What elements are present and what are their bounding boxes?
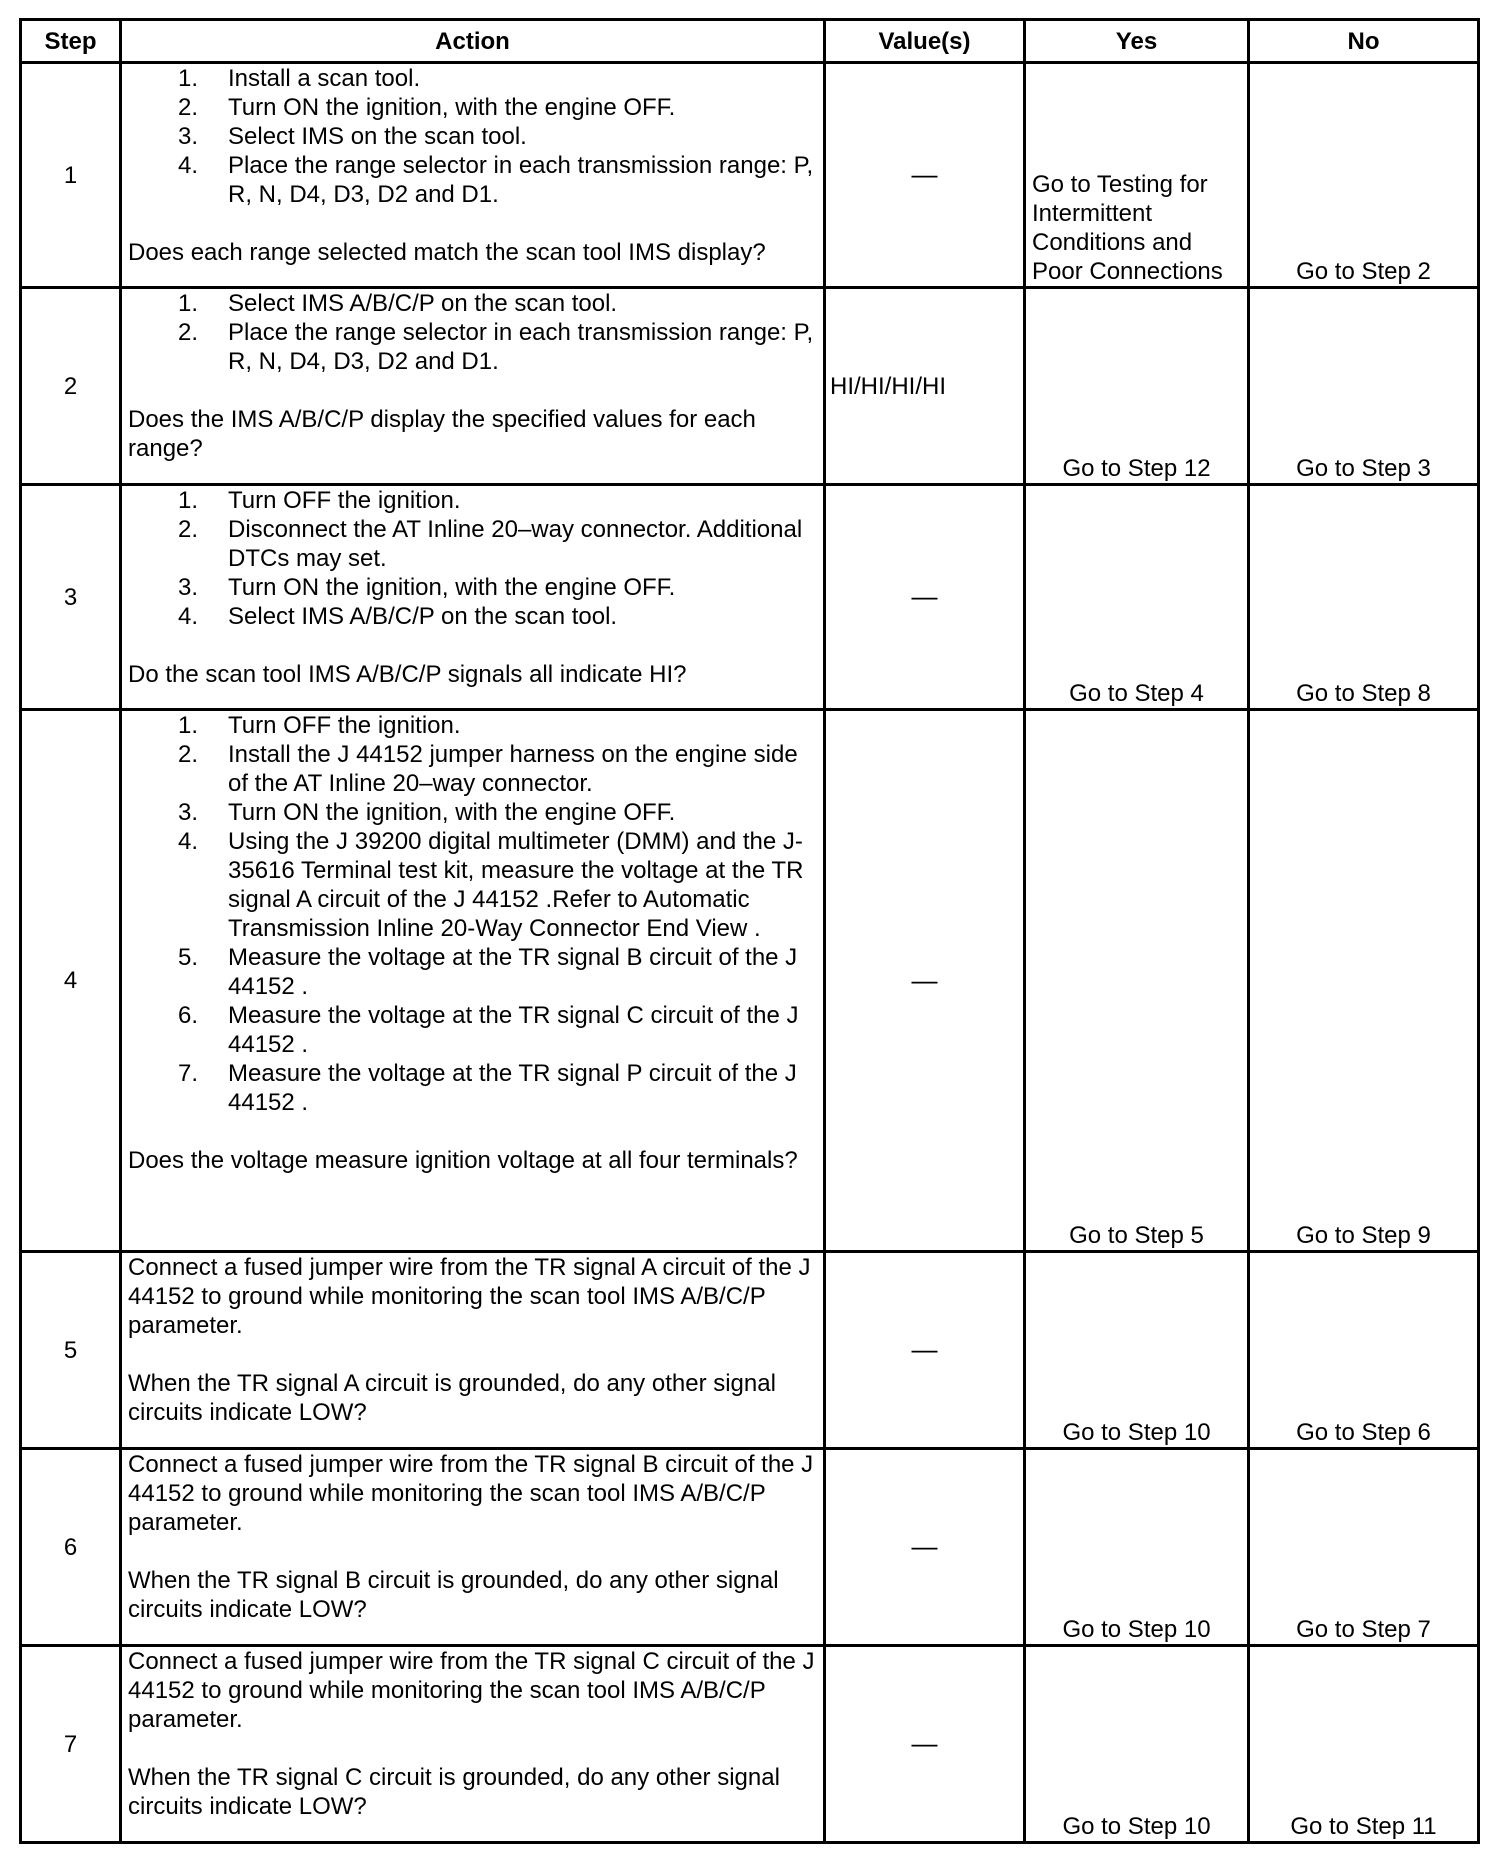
table-row — [21, 1252, 1479, 1449]
yes-cell: Go to Step 10 — [1025, 1449, 1249, 1646]
yes-cell: Go to Step 12 — [1025, 288, 1249, 485]
no-cell: Go to Step 3 — [1249, 288, 1479, 485]
no-cell: Go to Step 8 — [1249, 485, 1479, 710]
list-item: 3. Select IMS on the scan tool. — [178, 123, 527, 150]
list-item: 7. Measure the voltage at the TR signal P circuit of the J 44152 . — [178, 1060, 797, 1116]
header-no: No — [1249, 20, 1479, 63]
step-number: 2 — [21, 288, 121, 485]
action-cell — [121, 1449, 825, 1646]
step-number: 1 — [21, 63, 121, 288]
question-text: Does the voltage measure ignition voltage at all four terminals? — [128, 1147, 798, 1174]
no-cell: Go to Step 2 — [1249, 63, 1479, 288]
action-list — [128, 289, 817, 376]
step-number: 4 — [21, 710, 121, 1252]
list-item: 3. Turn ON the ignition, with the engine OFF. — [178, 574, 676, 601]
header-step: Step — [21, 20, 121, 63]
action-list — [128, 711, 817, 1117]
list-item: 2. Place the range selector in each transmission range: P, R, N, D4, D3, D2 and D1. — [178, 319, 814, 375]
value-cell: — — [825, 1646, 1025, 1843]
action-cell — [121, 1646, 825, 1843]
diagnostic-table — [19, 18, 1480, 1844]
question-text: Does the IMS A/B/C/P display the specified values for each range? — [128, 406, 756, 462]
list-item: 2. Disconnect the AT Inline 20–way connector. Additional DTCs may set. — [178, 516, 803, 572]
action-list — [128, 64, 817, 209]
table-row — [21, 710, 1479, 1252]
list-item: 1. Turn OFF the ignition. — [178, 487, 461, 514]
action-text: Connect a fused jumper wire from the TR signal B circuit of the J 44152 to ground while monitoring the scan tool IMS A/B/C/P parameter. — [128, 1451, 814, 1536]
question-text: When the TR signal B circuit is grounded, do any other signal circuits indicate LOW? — [128, 1567, 779, 1623]
table-row — [21, 288, 1479, 485]
step-number: 5 — [21, 1252, 121, 1449]
step-number: 6 — [21, 1449, 121, 1646]
value-cell: — — [825, 485, 1025, 710]
table-row — [21, 485, 1479, 710]
header-action: Action — [121, 20, 825, 63]
list-item: 2. Turn ON the ignition, with the engine OFF. — [178, 94, 676, 121]
list-item: 4. Select IMS A/B/C/P on the scan tool. — [178, 603, 618, 630]
question-text: Do the scan tool IMS A/B/C/P signals all indicate HI? — [128, 661, 687, 688]
question-text: When the TR signal C circuit is grounded, do any other signal circuits indicate LOW? — [128, 1764, 780, 1820]
table-row — [21, 63, 1479, 288]
list-item: 5. Measure the voltage at the TR signal B circuit of the J 44152 . — [178, 944, 798, 1000]
action-cell — [121, 710, 825, 1252]
no-cell: Go to Step 7 — [1249, 1449, 1479, 1646]
step-number: 3 — [21, 485, 121, 710]
no-cell: Go to Step 11 — [1249, 1646, 1479, 1843]
value-cell: — — [825, 63, 1025, 288]
yes-cell: Go to Testing for Intermittent Conditions and Poor Connections — [1025, 63, 1249, 288]
no-cell: Go to Step 9 — [1249, 710, 1479, 1252]
list-item: 1. Turn OFF the ignition. — [178, 712, 461, 739]
value-cell: — — [825, 1449, 1025, 1646]
no-cell: Go to Step 6 — [1249, 1252, 1479, 1449]
yes-cell: Go to Step 10 — [1025, 1252, 1249, 1449]
yes-cell: Go to Step 4 — [1025, 485, 1249, 710]
yes-cell: Go to Step 5 — [1025, 710, 1249, 1252]
action-list — [128, 486, 817, 631]
action-text: Connect a fused jumper wire from the TR signal C circuit of the J 44152 to ground while monitoring the scan tool IMS A/B/C/P parameter. — [128, 1648, 815, 1733]
header-row — [21, 20, 1479, 63]
value-cell: — — [825, 1252, 1025, 1449]
step-number: 7 — [21, 1646, 121, 1843]
action-cell — [121, 288, 825, 485]
list-item: 4. Using the J 39200 digital multimeter (DMM) and the J-35616 Terminal test kit, measure the voltage at the TR signal A circuit of the J 44152 .Refer to Automatic Transmission Inline 20-Way Connector End View . — [178, 828, 804, 942]
question-text: Does each range selected match the scan tool IMS display? — [128, 239, 766, 266]
action-cell — [121, 63, 825, 288]
question-text: When the TR signal A circuit is grounded, do any other signal circuits indicate LOW? — [128, 1370, 776, 1426]
value-cell: HI/HI/HI/HI — [825, 288, 1025, 485]
table-row — [21, 1646, 1479, 1843]
list-item: 1. Install a scan tool. — [178, 65, 421, 92]
action-text: Connect a fused jumper wire from the TR signal A circuit of the J 44152 to ground while monitoring the scan tool IMS A/B/C/P parameter. — [128, 1254, 811, 1339]
header-values: Value(s) — [825, 20, 1025, 63]
list-item: 2. Install the J 44152 jumper harness on the engine side of the AT Inline 20–way connector. — [178, 741, 798, 797]
list-item: 1. Select IMS A/B/C/P on the scan tool. — [178, 290, 618, 317]
action-cell — [121, 485, 825, 710]
header-yes: Yes — [1025, 20, 1249, 63]
list-item: 6. Measure the voltage at the TR signal C circuit of the J 44152 . — [178, 1002, 799, 1058]
list-item: 3. Turn ON the ignition, with the engine OFF. — [178, 799, 676, 826]
yes-cell: Go to Step 10 — [1025, 1646, 1249, 1843]
table-row — [21, 1449, 1479, 1646]
list-item: 4. Place the range selector in each transmission range: P, R, N, D4, D3, D2 and D1. — [178, 152, 814, 208]
action-cell — [121, 1252, 825, 1449]
value-cell: — — [825, 710, 1025, 1252]
